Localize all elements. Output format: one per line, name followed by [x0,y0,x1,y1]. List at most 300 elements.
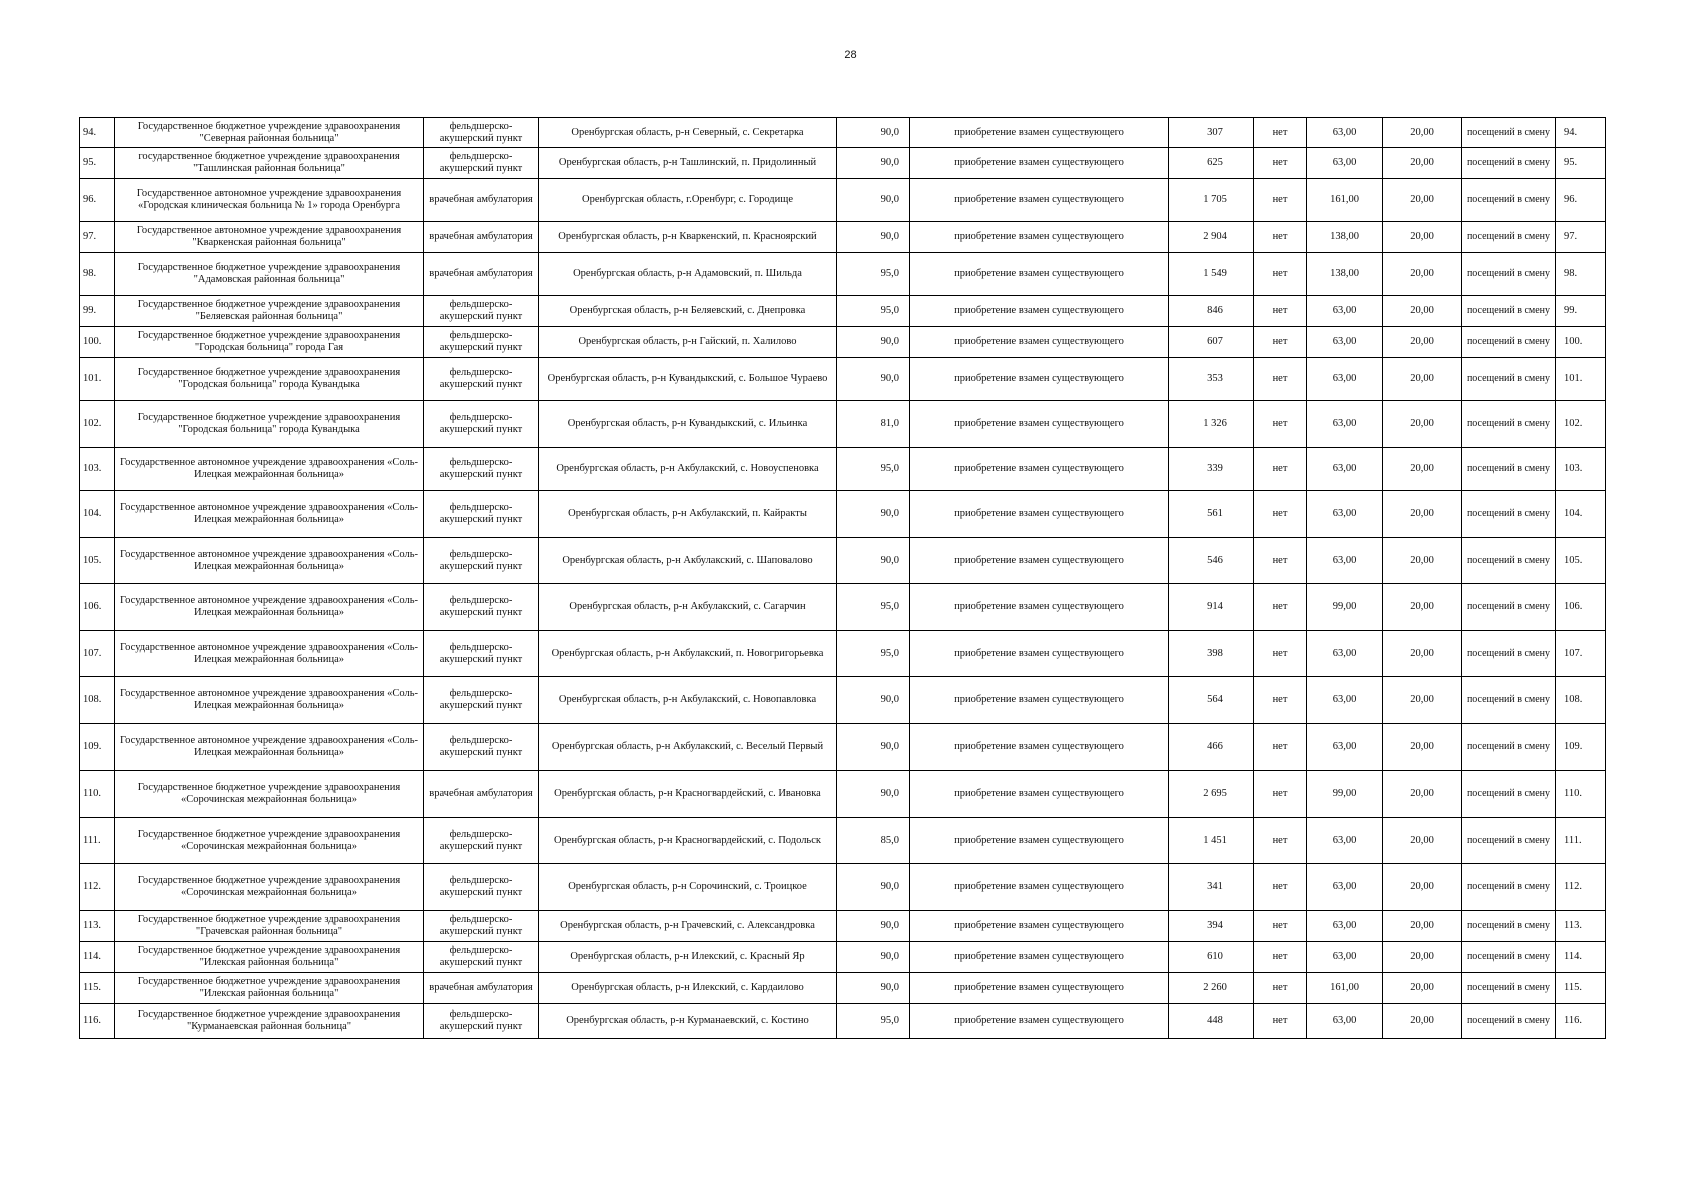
table-row [80,973,1606,1004]
table-row [80,222,1606,253]
cell-population: 846 [1169,296,1254,327]
cell-row-number: 101. [80,358,115,401]
cell-norm: 20,00 [1383,358,1462,401]
cell-row-number: 97. [80,222,115,253]
cell-norm: 20,00 [1383,973,1462,1004]
cell-action: приобретение взамен существующего [910,118,1169,148]
cell-norm: 20,00 [1383,327,1462,358]
cell-norm: 20,00 [1383,296,1462,327]
cell-wear-percent: 90,0 [837,864,910,911]
cell-flag: нет [1254,179,1307,222]
cell-capacity-unit: посещений в смену [1462,973,1556,1004]
cell-capacity-unit: посещений в смену [1462,327,1556,358]
cell-facility-type: фельдшерско-акушерский пункт [424,148,539,179]
cell-flag: нет [1254,631,1307,677]
cell-population: 546 [1169,538,1254,584]
cell-area: 63,00 [1307,118,1383,148]
cell-action: приобретение взамен существующего [910,1004,1169,1039]
cell-row-number: 99. [80,296,115,327]
cell-facility-type: фельдшерско-акушерский пункт [424,118,539,148]
cell-flag: нет [1254,148,1307,179]
table-row [80,148,1606,179]
cell-area: 63,00 [1307,491,1383,538]
cell-population: 353 [1169,358,1254,401]
cell-row-number: 111. [80,818,115,864]
cell-row-number-right: 114. [1556,942,1606,973]
cell-row-number: 106. [80,584,115,631]
cell-institution: Государственное бюджетное учреждение здравоохранения "Грачевская районная больница" [115,911,424,942]
cell-population: 607 [1169,327,1254,358]
cell-wear-percent: 90,0 [837,538,910,584]
cell-facility-type: врачебная амбулатория [424,179,539,222]
cell-facility-type: фельдшерско-акушерский пункт [424,724,539,771]
cell-wear-percent: 81,0 [837,401,910,448]
cell-row-number: 107. [80,631,115,677]
cell-institution: Государственное автономное учреждение здравоохранения «Соль-Илецкая межрайонная больница» [115,448,424,491]
cell-flag: нет [1254,1004,1307,1039]
cell-row-number-right: 108. [1556,677,1606,724]
cell-wear-percent: 85,0 [837,818,910,864]
cell-capacity-unit: посещений в смену [1462,942,1556,973]
cell-area: 63,00 [1307,818,1383,864]
cell-flag: нет [1254,771,1307,818]
cell-row-number: 108. [80,677,115,724]
cell-row-number-right: 116. [1556,1004,1606,1039]
cell-address: Оренбургская область, р-н Кваркенский, п. Красноярский [539,222,837,253]
cell-institution: Государственное автономное учреждение здравоохранения «Соль-Илецкая межрайонная больница» [115,584,424,631]
cell-wear-percent: 95,0 [837,631,910,677]
cell-facility-type: фельдшерско-акушерский пункт [424,491,539,538]
cell-population: 448 [1169,1004,1254,1039]
cell-address: Оренбургская область, р-н Кувандыкский, с. Ильинка [539,401,837,448]
table-row [80,538,1606,584]
cell-facility-type: фельдшерско-акушерский пункт [424,864,539,911]
cell-flag: нет [1254,253,1307,296]
cell-capacity-unit: посещений в смену [1462,296,1556,327]
cell-address: Оренбургская область, р-н Акбулакский, с. Новоуспеновка [539,448,837,491]
cell-wear-percent: 90,0 [837,327,910,358]
cell-institution: Государственное бюджетное учреждение здравоохранения "Городская больница" города Кувандыка [115,401,424,448]
table-row [80,358,1606,401]
cell-wear-percent: 90,0 [837,724,910,771]
cell-capacity-unit: посещений в смену [1462,584,1556,631]
cell-capacity-unit: посещений в смену [1462,1004,1556,1039]
cell-facility-type: врачебная амбулатория [424,222,539,253]
table-row [80,911,1606,942]
cell-norm: 20,00 [1383,253,1462,296]
cell-facility-type: фельдшерско-акушерский пункт [424,584,539,631]
cell-facility-type: фельдшерско-акушерский пункт [424,942,539,973]
table-row [80,942,1606,973]
cell-action: приобретение взамен существующего [910,973,1169,1004]
cell-row-number: 96. [80,179,115,222]
cell-row-number-right: 95. [1556,148,1606,179]
cell-action: приобретение взамен существующего [910,222,1169,253]
cell-facility-type: фельдшерско-акушерский пункт [424,401,539,448]
cell-flag: нет [1254,448,1307,491]
table-row [80,1004,1606,1039]
table-body [80,118,1606,1039]
cell-action: приобретение взамен существующего [910,253,1169,296]
cell-row-number: 114. [80,942,115,973]
cell-capacity-unit: посещений в смену [1462,179,1556,222]
cell-wear-percent: 90,0 [837,771,910,818]
cell-area: 63,00 [1307,538,1383,584]
cell-norm: 20,00 [1383,771,1462,818]
cell-address: Оренбургская область, р-н Ташлинский, п. Придолинный [539,148,837,179]
cell-institution: Государственное автономное учреждение здравоохранения "Кваркенская районная больница" [115,222,424,253]
cell-address: Оренбургская область, р-н Акбулакский, с. Новопавловка [539,677,837,724]
cell-facility-type: фельдшерско-акушерский пункт [424,911,539,942]
cell-norm: 20,00 [1383,631,1462,677]
cell-institution: Государственное бюджетное учреждение здравоохранения "Илекская районная больница" [115,942,424,973]
cell-row-number-right: 102. [1556,401,1606,448]
cell-address: Оренбургская область, р-н Акбулакский, п. Новогригорьевка [539,631,837,677]
cell-wear-percent: 90,0 [837,491,910,538]
cell-institution: Государственное бюджетное учреждение здравоохранения "Городская больница" города Гая [115,327,424,358]
cell-action: приобретение взамен существующего [910,179,1169,222]
cell-norm: 20,00 [1383,401,1462,448]
cell-institution: Государственное автономное учреждение здравоохранения «Соль-Илецкая межрайонная больница» [115,631,424,677]
cell-capacity-unit: посещений в смену [1462,448,1556,491]
cell-population: 561 [1169,491,1254,538]
cell-institution: Государственное бюджетное учреждение здравоохранения "Курманаевская районная больница" [115,1004,424,1039]
cell-address: Оренбургская область, р-н Кувандыкский, с. Большое Чураево [539,358,837,401]
cell-norm: 20,00 [1383,179,1462,222]
cell-population: 2 695 [1169,771,1254,818]
cell-flag: нет [1254,942,1307,973]
table-row [80,771,1606,818]
cell-flag: нет [1254,677,1307,724]
cell-facility-type: врачебная амбулатория [424,253,539,296]
cell-area: 63,00 [1307,148,1383,179]
cell-capacity-unit: посещений в смену [1462,358,1556,401]
cell-capacity-unit: посещений в смену [1462,491,1556,538]
cell-action: приобретение взамен существующего [910,148,1169,179]
cell-norm: 20,00 [1383,724,1462,771]
cell-wear-percent: 95,0 [837,253,910,296]
cell-norm: 20,00 [1383,448,1462,491]
cell-population: 2 260 [1169,973,1254,1004]
cell-wear-percent: 90,0 [837,118,910,148]
cell-flag: нет [1254,296,1307,327]
cell-population: 1 326 [1169,401,1254,448]
cell-flag: нет [1254,973,1307,1004]
cell-wear-percent: 90,0 [837,677,910,724]
cell-facility-type: фельдшерско-акушерский пункт [424,448,539,491]
cell-area: 63,00 [1307,448,1383,491]
cell-address: Оренбургская область, р-н Акбулакский, с. Сагарчин [539,584,837,631]
cell-institution: Государственное автономное учреждение здравоохранения «Соль-Илецкая межрайонная больница» [115,724,424,771]
cell-flag: нет [1254,401,1307,448]
cell-address: Оренбургская область, р-н Илекский, с. Красный Яр [539,942,837,973]
cell-institution: Государственное бюджетное учреждение здравоохранения "Северная районная больница" [115,118,424,148]
cell-row-number: 103. [80,448,115,491]
cell-row-number: 105. [80,538,115,584]
cell-flag: нет [1254,491,1307,538]
cell-area: 63,00 [1307,401,1383,448]
cell-area: 63,00 [1307,358,1383,401]
cell-population: 1 549 [1169,253,1254,296]
cell-row-number-right: 103. [1556,448,1606,491]
cell-facility-type: фельдшерско-акушерский пункт [424,296,539,327]
cell-area: 161,00 [1307,973,1383,1004]
cell-wear-percent: 90,0 [837,358,910,401]
table-row [80,491,1606,538]
table-row [80,818,1606,864]
cell-institution: Государственное автономное учреждение здравоохранения «Городская клиническая больница № 1» города Оренбурга [115,179,424,222]
cell-population: 394 [1169,911,1254,942]
cell-row-number: 110. [80,771,115,818]
cell-wear-percent: 90,0 [837,222,910,253]
cell-row-number-right: 104. [1556,491,1606,538]
cell-area: 63,00 [1307,864,1383,911]
cell-capacity-unit: посещений в смену [1462,911,1556,942]
cell-population: 610 [1169,942,1254,973]
table-row [80,401,1606,448]
table-row [80,118,1606,148]
cell-norm: 20,00 [1383,1004,1462,1039]
cell-capacity-unit: посещений в смену [1462,401,1556,448]
cell-row-number: 112. [80,864,115,911]
cell-action: приобретение взамен существующего [910,448,1169,491]
cell-row-number-right: 115. [1556,973,1606,1004]
cell-wear-percent: 90,0 [837,911,910,942]
cell-wear-percent: 95,0 [837,448,910,491]
cell-flag: нет [1254,538,1307,584]
cell-capacity-unit: посещений в смену [1462,771,1556,818]
cell-address: Оренбургская область, р-н Северный, с. Секретарка [539,118,837,148]
cell-area: 63,00 [1307,724,1383,771]
cell-area: 161,00 [1307,179,1383,222]
table-row [80,327,1606,358]
cell-population: 625 [1169,148,1254,179]
cell-institution: Государственное бюджетное учреждение здравоохранения "Городская больница" города Кувандыка [115,358,424,401]
cell-flag: нет [1254,818,1307,864]
cell-row-number-right: 101. [1556,358,1606,401]
cell-area: 63,00 [1307,911,1383,942]
cell-norm: 20,00 [1383,584,1462,631]
cell-norm: 20,00 [1383,148,1462,179]
cell-capacity-unit: посещений в смену [1462,118,1556,148]
cell-facility-type: врачебная амбулатория [424,973,539,1004]
cell-capacity-unit: посещений в смену [1462,253,1556,296]
cell-facility-type: фельдшерско-акушерский пункт [424,818,539,864]
cell-wear-percent: 90,0 [837,179,910,222]
cell-capacity-unit: посещений в смену [1462,148,1556,179]
cell-flag: нет [1254,358,1307,401]
cell-address: Оренбургская область, р-н Красногвардейский, с. Ивановка [539,771,837,818]
cell-row-number: 109. [80,724,115,771]
cell-institution: Государственное автономное учреждение здравоохранения «Соль-Илецкая межрайонная больница» [115,677,424,724]
cell-institution: Государственное бюджетное учреждение здравоохранения «Сорочинская межрайонная больница» [115,864,424,911]
cell-address: Оренбургская область, р-н Беляевский, с. Днепровка [539,296,837,327]
cell-row-number-right: 96. [1556,179,1606,222]
cell-address: Оренбургская область, р-н Акбулакский, с. Шаповалово [539,538,837,584]
cell-norm: 20,00 [1383,677,1462,724]
cell-address: Оренбургская область, р-н Акбулакский, с. Веселый Первый [539,724,837,771]
cell-row-number-right: 111. [1556,818,1606,864]
cell-address: Оренбургская область, р-н Гайский, п. Халилово [539,327,837,358]
cell-facility-type: врачебная амбулатория [424,771,539,818]
cell-area: 63,00 [1307,942,1383,973]
cell-institution: Государственное автономное учреждение здравоохранения «Соль-Илецкая межрайонная больница» [115,491,424,538]
page-number: 28 [844,49,857,61]
cell-norm: 20,00 [1383,491,1462,538]
table-row [80,296,1606,327]
cell-row-number: 116. [80,1004,115,1039]
table-row [80,448,1606,491]
cell-action: приобретение взамен существующего [910,538,1169,584]
cell-area: 63,00 [1307,1004,1383,1039]
cell-address: Оренбургская область, р-н Красногвардейский, с. Подольск [539,818,837,864]
cell-wear-percent: 95,0 [837,296,910,327]
cell-action: приобретение взамен существующего [910,401,1169,448]
cell-population: 398 [1169,631,1254,677]
cell-area: 99,00 [1307,771,1383,818]
cell-row-number-right: 98. [1556,253,1606,296]
cell-facility-type: фельдшерско-акушерский пункт [424,677,539,724]
table-row [80,584,1606,631]
cell-population: 914 [1169,584,1254,631]
cell-row-number-right: 112. [1556,864,1606,911]
cell-wear-percent: 90,0 [837,148,910,179]
cell-area: 99,00 [1307,584,1383,631]
cell-row-number: 113. [80,911,115,942]
cell-action: приобретение взамен существующего [910,942,1169,973]
cell-facility-type: фельдшерско-акушерский пункт [424,327,539,358]
cell-population: 564 [1169,677,1254,724]
cell-row-number: 98. [80,253,115,296]
cell-row-number: 94. [80,118,115,148]
cell-row-number-right: 100. [1556,327,1606,358]
cell-action: приобретение взамен существующего [910,296,1169,327]
cell-flag: нет [1254,584,1307,631]
cell-wear-percent: 95,0 [837,1004,910,1039]
cell-population: 1 451 [1169,818,1254,864]
cell-row-number-right: 107. [1556,631,1606,677]
cell-row-number: 100. [80,327,115,358]
cell-flag: нет [1254,911,1307,942]
cell-population: 1 705 [1169,179,1254,222]
cell-facility-type: фельдшерско-акушерский пункт [424,358,539,401]
cell-norm: 20,00 [1383,942,1462,973]
cell-address: Оренбургская область, р-н Сорочинский, с. Троицкое [539,864,837,911]
cell-institution: Государственное бюджетное учреждение здравоохранения «Сорочинская межрайонная больница» [115,818,424,864]
cell-address: Оренбургская область, р-н Илекский, с. Кардаилово [539,973,837,1004]
cell-area: 138,00 [1307,253,1383,296]
cell-action: приобретение взамен существующего [910,491,1169,538]
cell-action: приобретение взамен существующего [910,724,1169,771]
table-row [80,864,1606,911]
cell-capacity-unit: посещений в смену [1462,222,1556,253]
cell-row-number-right: 110. [1556,771,1606,818]
cell-capacity-unit: посещений в смену [1462,818,1556,864]
cell-institution: Государственное бюджетное учреждение здравоохранения "Илекская районная больница" [115,973,424,1004]
cell-row-number-right: 109. [1556,724,1606,771]
cell-flag: нет [1254,864,1307,911]
cell-row-number-right: 106. [1556,584,1606,631]
cell-norm: 20,00 [1383,118,1462,148]
cell-action: приобретение взамен существующего [910,771,1169,818]
cell-capacity-unit: посещений в смену [1462,631,1556,677]
cell-action: приобретение взамен существующего [910,584,1169,631]
cell-population: 339 [1169,448,1254,491]
cell-institution: Государственное бюджетное учреждение здравоохранения "Адамовская районная больница" [115,253,424,296]
cell-address: Оренбургская область, р-н Адамовский, п. Шильда [539,253,837,296]
cell-capacity-unit: посещений в смену [1462,538,1556,584]
cell-action: приобретение взамен существующего [910,631,1169,677]
cell-flag: нет [1254,724,1307,771]
cell-area: 63,00 [1307,296,1383,327]
cell-action: приобретение взамен существующего [910,864,1169,911]
cell-action: приобретение взамен существующего [910,358,1169,401]
cell-capacity-unit: посещений в смену [1462,864,1556,911]
cell-population: 307 [1169,118,1254,148]
cell-action: приобретение взамен существующего [910,911,1169,942]
cell-address: Оренбургская область, г.Оренбург, с. Городище [539,179,837,222]
cell-row-number: 104. [80,491,115,538]
table-row [80,724,1606,771]
table-row [80,677,1606,724]
cell-address: Оренбургская область, р-н Курманаевский, с. Костино [539,1004,837,1039]
cell-area: 63,00 [1307,327,1383,358]
cell-row-number-right: 94. [1556,118,1606,148]
cell-institution: Государственное автономное учреждение здравоохранения «Соль-Илецкая межрайонная больница» [115,538,424,584]
cell-institution: Государственное бюджетное учреждение здравоохранения «Сорочинская межрайонная больница» [115,771,424,818]
cell-norm: 20,00 [1383,538,1462,584]
cell-norm: 20,00 [1383,911,1462,942]
cell-row-number: 95. [80,148,115,179]
table-row [80,631,1606,677]
cell-norm: 20,00 [1383,818,1462,864]
cell-capacity-unit: посещений в смену [1462,724,1556,771]
cell-row-number: 102. [80,401,115,448]
cell-address: Оренбургская область, р-н Грачевский, с. Александровка [539,911,837,942]
cell-row-number-right: 105. [1556,538,1606,584]
cell-capacity-unit: посещений в смену [1462,677,1556,724]
cell-institution: Государственное бюджетное учреждение здравоохранения "Беляевская районная больница" [115,296,424,327]
table-row [80,253,1606,296]
cell-flag: нет [1254,118,1307,148]
cell-wear-percent: 90,0 [837,973,910,1004]
cell-wear-percent: 90,0 [837,942,910,973]
cell-action: приобретение взамен существующего [910,327,1169,358]
cell-population: 2 904 [1169,222,1254,253]
facilities-table [79,117,1606,1039]
cell-wear-percent: 95,0 [837,584,910,631]
cell-row-number: 115. [80,973,115,1004]
table-row [80,179,1606,222]
cell-institution: государственное бюджетное учреждение здравоохранения "Ташлинская районная больница" [115,148,424,179]
cell-row-number-right: 99. [1556,296,1606,327]
cell-norm: 20,00 [1383,864,1462,911]
cell-action: приобретение взамен существующего [910,818,1169,864]
cell-flag: нет [1254,327,1307,358]
cell-area: 63,00 [1307,631,1383,677]
cell-area: 63,00 [1307,677,1383,724]
cell-facility-type: фельдшерско-акушерский пункт [424,1004,539,1039]
cell-population: 466 [1169,724,1254,771]
cell-facility-type: фельдшерско-акушерский пункт [424,631,539,677]
cell-action: приобретение взамен существующего [910,677,1169,724]
cell-row-number-right: 113. [1556,911,1606,942]
cell-population: 341 [1169,864,1254,911]
cell-row-number-right: 97. [1556,222,1606,253]
cell-norm: 20,00 [1383,222,1462,253]
cell-facility-type: фельдшерско-акушерский пункт [424,538,539,584]
cell-area: 138,00 [1307,222,1383,253]
